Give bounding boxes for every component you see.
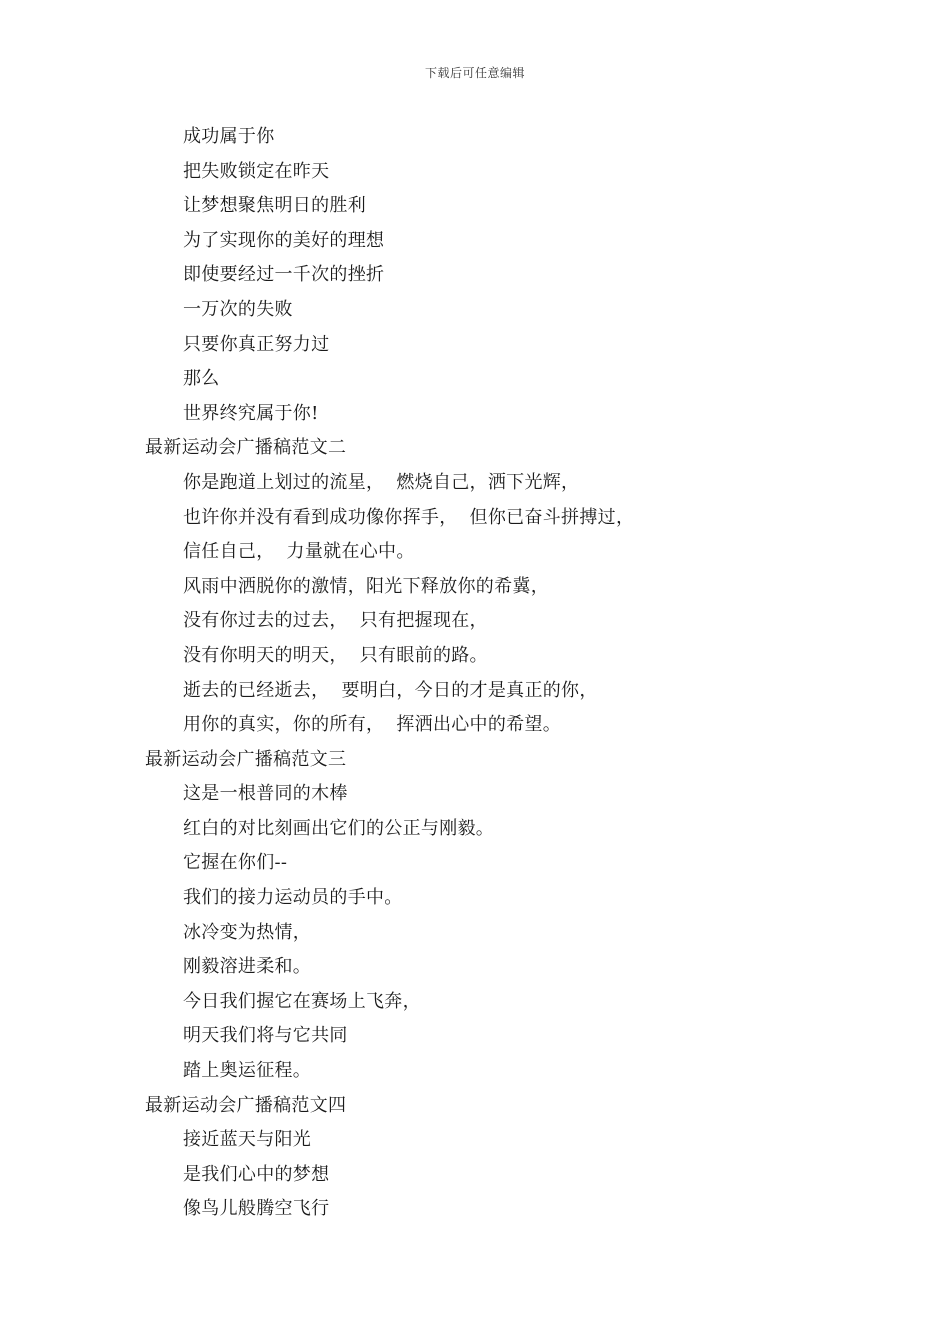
poem-line: 接近蓝天与阳光: [183, 1129, 312, 1151]
section-title-2: 最新运动会广播稿范文二: [145, 437, 347, 459]
poem-line: 像鸟儿般腾空飞行: [183, 1198, 330, 1220]
poem-line: 今日我们握它在赛场上飞奔，: [183, 990, 421, 1012]
poem-line: 它握在你们--: [183, 852, 288, 874]
poem-line: 冰冷变为热情，: [183, 921, 312, 943]
poem-line: 那么: [183, 368, 220, 390]
poem-line: 红白的对比刻画出它们的公正与刚毅。: [183, 817, 495, 839]
poem-line: 成功属于你: [183, 126, 275, 147]
poem-line: 为了实现你的美好的理想: [183, 229, 385, 251]
poem-line: 逝去的已经逝去， 要明白，今日的才是真正的你，: [183, 679, 598, 701]
poem-line: 没有你过去的过去， 只有把握现在，: [183, 610, 488, 632]
poem-line: 世界终究属于你!: [183, 402, 319, 424]
poem-line: 刚毅溶进柔和。: [183, 956, 312, 978]
poem-line: 把失败锁定在昨天: [183, 160, 330, 182]
section-title-3: 最新运动会广播稿范文三: [145, 748, 347, 770]
poem-line: 用你的真实，你的所有， 挥洒出心中的希望。: [183, 714, 562, 736]
poem-line: 我们的接力运动员的手中。: [183, 887, 403, 909]
poem-line: 明天我们将与它共同: [183, 1025, 348, 1047]
poem-line: 这是一根普同的木棒: [183, 783, 348, 805]
poem-line: 信任自己， 力量就在心中。: [183, 541, 415, 563]
poem-line: 踏上奥运征程。: [183, 1060, 312, 1082]
poem-line: 是我们心中的梦想: [183, 1163, 330, 1185]
poem-line: 只要你真正努力过: [183, 333, 330, 355]
section-title-4: 最新运动会广播稿范文四: [145, 1094, 347, 1116]
poem-line: 让梦想聚焦明日的胜利: [183, 195, 366, 217]
poem-line: 即使要经过一千次的挫折: [183, 264, 385, 286]
page-header: 下载后可任意编辑: [424, 66, 525, 80]
document-body: [0, 120, 950, 1227]
poem-line: 你是跑道上划过的流星， 燃烧自己，洒下光辉，: [183, 471, 580, 493]
poem-line: 一万次的失败: [183, 298, 293, 320]
poem-line: 没有你明天的明天， 只有眼前的路。: [183, 644, 488, 666]
poem-line: 也许你并没有看到成功像你挥手， 但你已奋斗拼搏过，: [183, 506, 635, 528]
poem-line: 风雨中洒脱你的激情，阳光下释放你的希冀，: [183, 575, 549, 597]
